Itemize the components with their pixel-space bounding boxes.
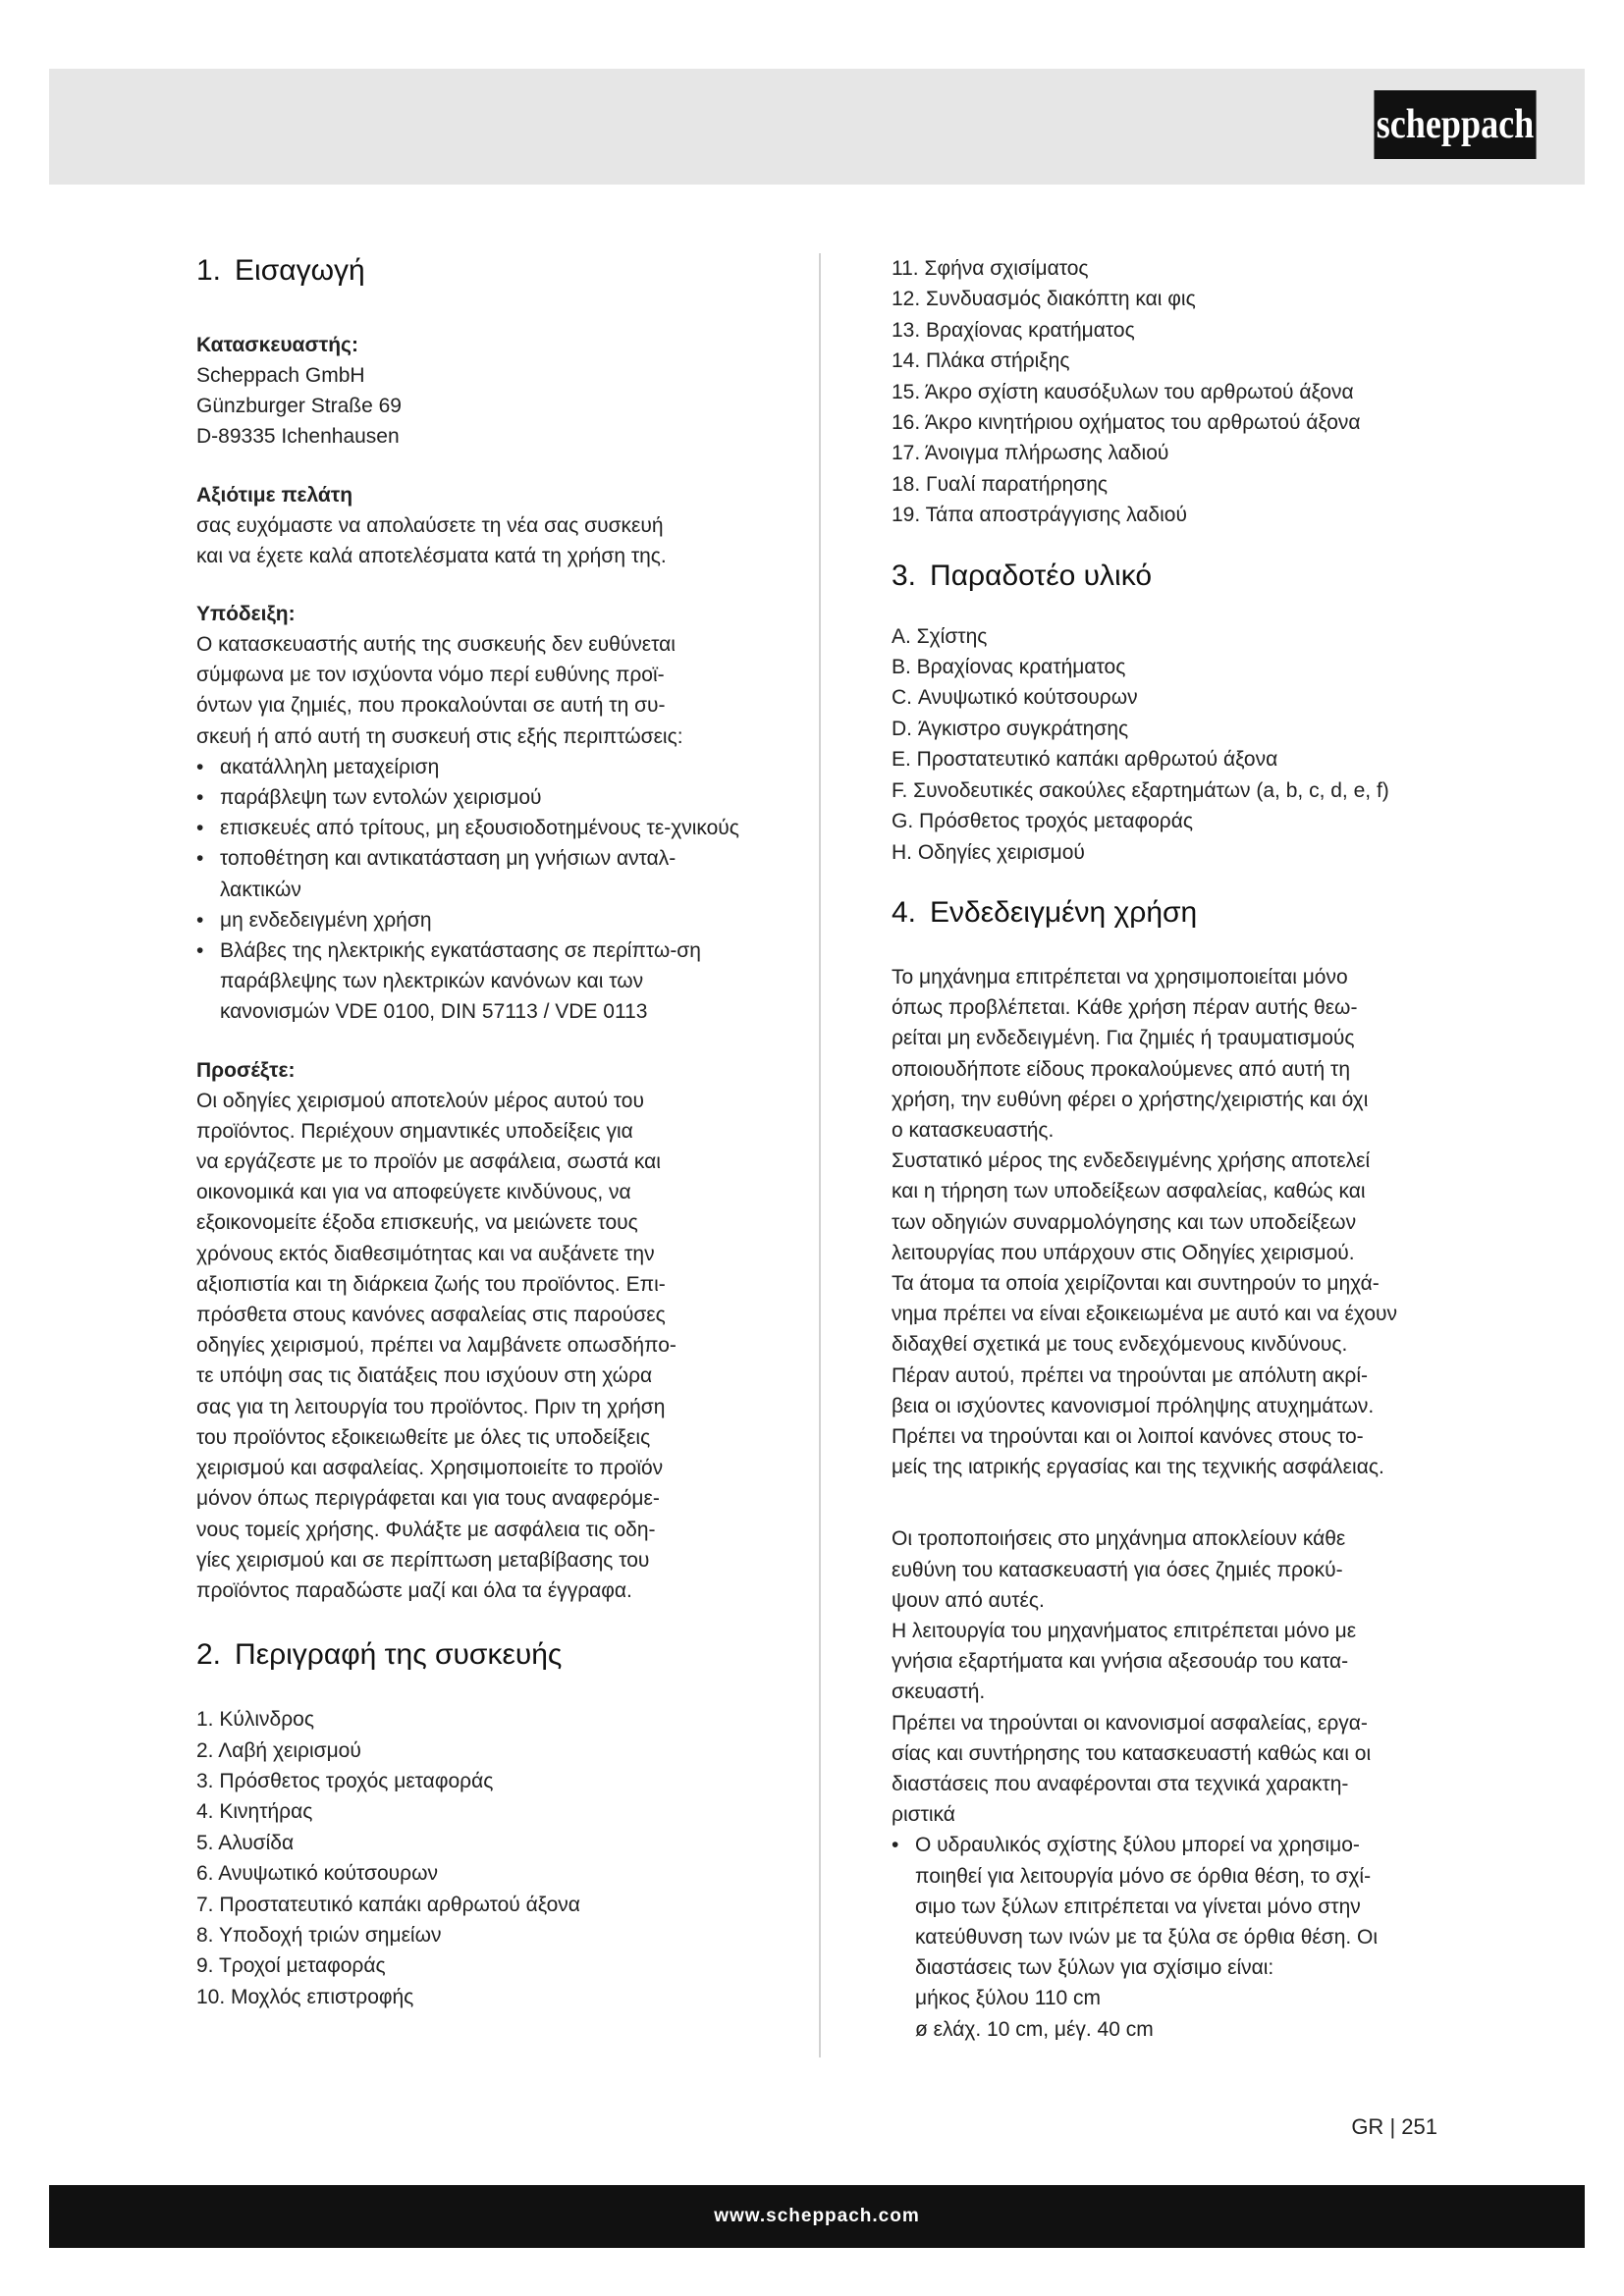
list-item: 9. Τροχοί μεταφοράς (196, 1954, 386, 1978)
customer-greeting: σας ευχόμαστε να απολαύσετε τη νέα σας συσκευή και να έχετε καλά αποτελέσματα κατά τη χρήση της. (196, 513, 667, 567)
note-label: Υπόδειξη: (196, 603, 296, 626)
list-item: 6. Ανυψωτικό κούτσουρων (196, 1862, 438, 1886)
list-item: • Ο υδραυλικός σχίστης ξύλου μπορεί να χρησιμο- ποιηθεί για λειτουργία μόνο σε όρθια θέση, το σχί- σιμο των ξύλων επιτρέπεται να γίνεται μόνο στην κατεύθυνση των ινών με τα ξύλα σε όρθια θέση. Οι διαστάσεις των ξύλων για σχίσιμο είναι: μήκος ξύλου 110 cm ø ελάχ. 10 cm, μέγ. 40 cm (892, 1830, 1438, 2044)
list-item: D. Άγκιστρο συγκράτησης (892, 717, 1129, 740)
note-bullet-list (196, 752, 742, 1028)
list-item: F. Συνοδευτικές σακούλες εξαρτημάτων (a, b, c, d, e, f) (892, 778, 1389, 802)
list-item: • ακατάλληλη μεταχείριση (196, 752, 742, 782)
list-item: 5. Αλυσίδα (196, 1831, 295, 1854)
manufacturer-address: Scheppach GmbH Günzburger Straße 69 D-89335 Ichenhausen (196, 364, 402, 449)
left-column (196, 253, 742, 2012)
list-item: • μη ενδεδειγμένη χρήση (196, 905, 742, 935)
intended-use-bullet-list (892, 1830, 1438, 2044)
list-item: 7. Προστατευτικό καπάκι αρθρωτού άξονα (196, 1893, 580, 1916)
list-item: 1. Κύλινδρος (196, 1708, 314, 1732)
list-item: 18. Γυαλί παρατήρησης (892, 472, 1108, 496)
page-number: GR | 251 (1351, 2114, 1437, 2139)
list-item: A. Σχίστης (892, 624, 988, 648)
parts-list-continued (892, 253, 1438, 531)
list-item: 13. Βραχίονας κρατήματος (892, 318, 1135, 342)
list-item: • Βλάβες της ηλεκτρικής εγκατάστασης σε περίπτω-ση παράβλεψης των ηλεκτρικών κανόνων και των κανονισμών VDE 0100, DIN 57113 / VDE 0113 (196, 935, 742, 1028)
intended-use-paragraph-2: Οι τροποποιήσεις στο μηχάνημα αποκλείουν κάθε ευθύνη του κατασκευαστή για όσες ζημιές προκύ- ψουν από αυτές. Η λειτουργία του μηχανήματος επιτρέπεται μόνο με γνήσια εξαρτήματα και γνήσια αξεσουάρ του κατα- σκευαστή. Πρέπει να τηρούνται οι κανονισμοί ασφαλείας, εργα- σίας και συντήρησης του κατασκευαστή καθώς και οι διαστάσεις που αναφέρονται στα τεχνικά χαρακτη- ριστικά (892, 1527, 1372, 1827)
intended-use-paragraph-1: Το μηχάνημα επιτρέπεται να χρησιμοποιείται μόνο όπως προβλέπεται. Κάθε χρήση πέραν αυτής θεω- ρείται μη ενδεδειγμένη. Για ζημιές ή τραυματισμούς οποιουδήποτε είδους προκαλούμενες από αυτή τη χρήση, την ευθύνη φέρει ο χρήστης/χειριστής και όχι ο κατασκευαστής. Συστατικό μέρος της ενδεδειγμένης χρήσης αποτελεί και η τήρηση των υποδείξεων ασφαλείας, καθώς και των οδηγιών συναρμολόγησης και των υποδείξεων λειτουργίας που υπάρχουν στις Οδηγίες χειρισμού. Τα άτομα τα οποία χειρίζονται και συντηρούν το μηχά- νημα πρέπει να είναι εξοικειωμένα με αυτό και να έχουν διδαχθεί σχετικά με τους ενδεχόμενους κινδύνους. Πέραν αυτού, πρέπει να τηρούνται με απόλυτη ακρί- βεια οι ισχύοντες κανονισμοί πρόληψης ατυχημάτων. Πρέπει να τηρούνται και οι λοιποί κανόνες στους το- μείς της ιατρικής εργασίας και της τεχνικής ασφάλειας. (892, 965, 1398, 1479)
list-item: 4. Κινητήρας (196, 1800, 313, 1824)
attention-text: Οι οδηγίες χειρισμού αποτελούν μέρος αυτού του προϊόντος. Περιέχουν σημαντικές υποδείξεις για να εργάζεστε με το προϊόν με ασφάλεια, σωστά και οικονομικά και για να αποφεύγετε κινδύνους, να εξοικονομείτε έξοδα επισκευής, να μειώνετε τους χρόνους εκτός διαθεσιμότητας και να αυξάνετε την αξιοπιστία και τη διάρκεια ζωής του προϊόντος. Επι- πρόσθετα στους κανόνες ασφαλείας στις παρούσες οδηγίες χειρισμού, πρέπει να λαμβάνετε οπωσδήπο- τε υπόψη σας τις διατάξεις που ισχύουν στη χώρα σας για τη λειτουργία του προϊόντος. Πριν τη χρήση του προϊόντος εξοικειωθείτε με όλες τις υποδείξεις χειρισμού και ασφαλείας. Χρησιμοποιείτε το προϊόν μόνον όπως περιγράφεται και για τους αναφερόμε- νους τομείς χρήσης. Φυλάξτε με ασφάλεια τις οδη- γίες χειρισμού και σε περίπτωση μεταβίβασης του προϊόντος παραδώστε μαζί και όλα τα έγγραφα. (196, 1089, 677, 1602)
delivery-list (892, 621, 1438, 868)
column-divider (819, 253, 821, 2057)
list-item: 14. Πλάκα στήριξης (892, 349, 1070, 373)
section-title-delivery: 3. Παραδοτέο υλικό (892, 559, 1153, 592)
list-item: 11. Σφήνα σχισίματος (892, 257, 1089, 280)
section-title-intro: 1. Εισαγωγή (196, 254, 365, 287)
manufacturer-label: Κατασκευαστής: (196, 334, 358, 356)
list-item: 17. Άνοιγμα πλήρωσης λαδιού (892, 442, 1169, 465)
right-column (892, 253, 1438, 2045)
attention-label: Προσέξτε: (196, 1058, 296, 1082)
list-item: C. Ανυψωτικό κούτσουρων (892, 686, 1138, 710)
list-item: E. Προστατευτικό καπάκι αρθρωτού άξονα (892, 748, 1278, 772)
list-item: 2. Λαβή χειρισμού (196, 1738, 361, 1762)
list-item: 19. Τάπα αποστράγγισης λαδιού (892, 504, 1187, 527)
footer-website-link[interactable]: www.scheppach.com (714, 2206, 920, 2226)
list-item: 3. Πρόσθετος τροχός μεταφοράς (196, 1769, 494, 1792)
list-item: B. Βραχίονας κρατήματος (892, 656, 1126, 679)
list-item: • επισκευές από τρίτους, μη εξουσιοδοτημένους τε-χνικούς (196, 813, 742, 843)
list-item: H. Οδηγίες χειρισμού (892, 840, 1085, 864)
list-item: • παράβλεψη των εντολών χειρισμού (196, 782, 742, 813)
header-band (49, 69, 1585, 185)
list-item: 8. Υποδοχή τριών σημείων (196, 1923, 442, 1947)
list-item: 15. Άκρο σχίστη καυσόξυλων του αρθρωτού άξονα (892, 380, 1354, 403)
list-item: 10. Μοχλός επιστροφής (196, 1985, 414, 2008)
note-text: Ο κατασκευαστής αυτής της συσκευής δεν ευθύνεται σύμφωνα με τον ισχύοντα νόμο περί ευθύνης προϊ- όντων για ζημιές, που προκαλούνται σε αυτή τη συ- σκευή ή από αυτή τη συσκευή στις εξής περιπτώσεις: (196, 633, 683, 748)
section-title-description: 2. Περιγραφή της συσκευής (196, 1638, 563, 1672)
parts-list (196, 1704, 742, 2012)
list-item: G. Πρόσθετος τροχός μεταφοράς (892, 810, 1193, 833)
customer-label: Αξιότιμε πελάτη (196, 483, 353, 507)
scheppach-logo: scheppach (1374, 90, 1536, 159)
list-item: 16. Άκρο κινητήριου οχήματος του αρθρωτού άξονα (892, 411, 1361, 435)
footer-band (49, 2185, 1585, 2248)
list-item: 12. Συνδυασμός διακόπτη και φις (892, 288, 1196, 311)
list-item: • τοποθέτηση και αντικατάσταση μη γνήσιων ανταλ-λακτικών (196, 843, 742, 904)
section-title-intended-use: 4. Ενδεδειγμένη χρήση (892, 895, 1198, 929)
